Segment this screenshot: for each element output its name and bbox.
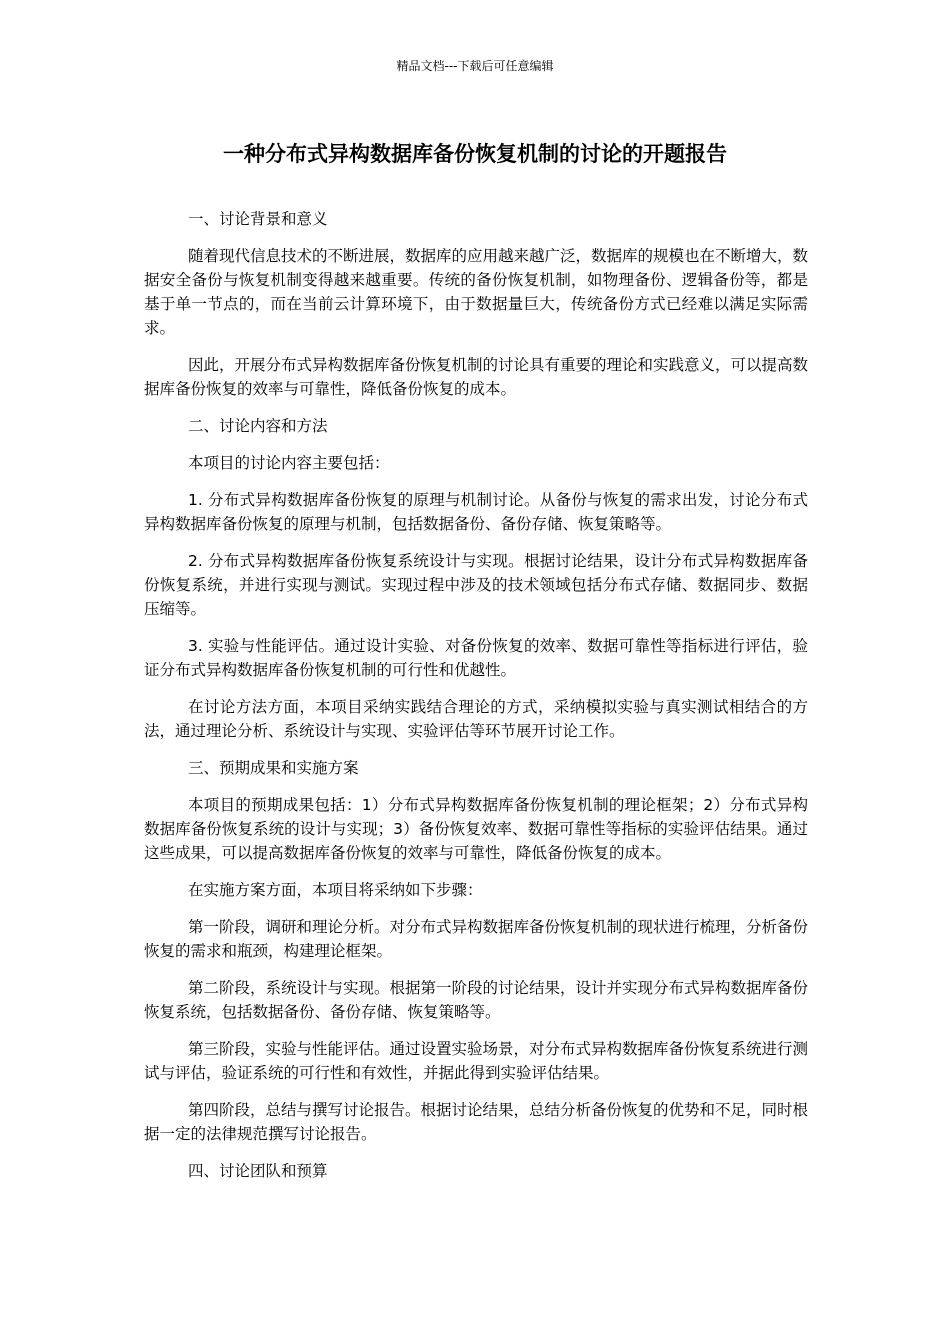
list-item: 2. 分布式异构数据库备份恢复系统设计与实现。根据讨论结果，设计分布式异构数据库备份恢复系统，并进行实现与测试。实现过程中涉及的技术领域包括分布式存储、数据同步、数据压缩等。	[144, 552, 808, 618]
section-heading-team-budget: 四、讨论团队和预算	[188, 1162, 328, 1180]
paragraph: 随着现代信息技术的不断进展，数据库的应用越来越广泛，数据库的规模也在不断增大，数据安全备份与恢复机制变得越来越重要。传统的备份恢复机制，如物理备份、逻辑备份等，都是基于单一节点的，而在当前云计算环境下，由于数据量巨大，传统备份方式已经难以满足实际需求。	[144, 247, 809, 337]
list-item: 1. 分布式异构数据库备份恢复的原理与机制讨论。从备份与恢复的需求出发，讨论分布式异构数据库备份恢复的原理与机制，包括数据备份、备份存储、恢复策略等。	[144, 491, 808, 533]
section-heading-outcomes-plan: 三、预期成果和实施方案	[188, 759, 359, 777]
document-title: 一种分布式异构数据库备份恢复机制的讨论的开题报告	[223, 142, 727, 166]
section-heading-background: 一、讨论背景和意义	[188, 210, 328, 228]
phase-paragraph: 第二阶段，系统设计与实现。根据第一阶段的讨论结果，设计并实现分布式异构数据库备份恢复系统，包括数据备份、备份存储、恢复策略等。	[144, 979, 809, 1021]
section-heading-content-methods: 二、讨论内容和方法	[188, 417, 328, 435]
document-body	[144, 207, 808, 1196]
paragraph: 本项目的讨论内容主要包括：	[188, 454, 390, 472]
phase-paragraph: 第四阶段，总结与撰写讨论报告。根据讨论结果，总结分析备份恢复的优势和不足，同时根据一定的法律规范撰写讨论报告。	[144, 1101, 809, 1143]
page-header-watermark: 精品文档---下载后可任意编辑	[396, 59, 554, 73]
paragraph: 因此，开展分布式异构数据库备份恢复机制的讨论具有重要的理论和实践意义，可以提高数据库备份恢复的效率与可靠性，降低备份恢复的成本。	[144, 356, 809, 398]
phase-paragraph: 第一阶段，调研和理论分析。对分布式异构数据库备份恢复机制的现状进行梳理，分析备份恢复的需求和瓶颈，构建理论框架。	[144, 918, 809, 960]
paragraph: 本项目的预期成果包括：1）分布式异构数据库备份恢复机制的理论框架；2）分布式异构数据库备份恢复系统的设计与实现；3）备份恢复效率、数据可靠性等指标的实验评估结果。通过这些成果，可以提高数据库备份恢复的效率与可靠性，降低备份恢复的成本。	[144, 796, 808, 862]
paragraph: 在实施方案方面，本项目将采纳如下步骤：	[188, 881, 483, 899]
paragraph: 在讨论方法方面，本项目采纳实践结合理论的方式，采纳模拟实验与真实测试相结合的方法，通过理论分析、系统设计与实现、实验评估等环节展开讨论工作。	[144, 698, 808, 740]
phase-paragraph: 第三阶段，实验与性能评估。通过设置实验场景，对分布式异构数据库备份恢复系统进行测试与评估，验证系统的可行性和有效性，并据此得到实验评估结果。	[144, 1040, 809, 1082]
list-item: 3. 实验与性能评估。通过设计实验、对备份恢复的效率、数据可靠性等指标进行评估，验证分布式异构数据库备份恢复机制的可行性和优越性。	[144, 637, 808, 679]
